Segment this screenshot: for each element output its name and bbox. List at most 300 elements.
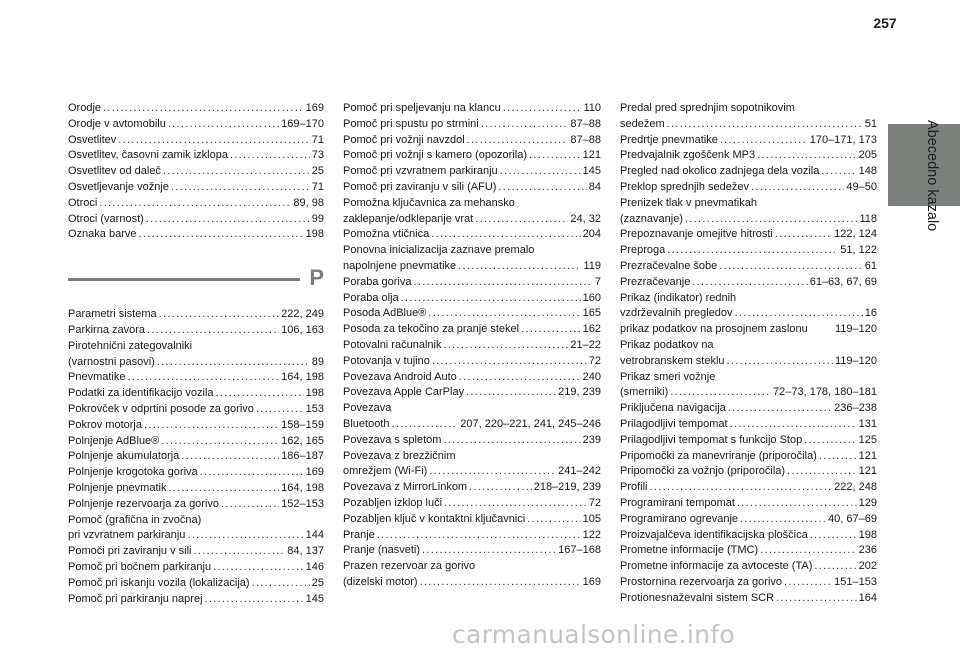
index-entry — [343, 259, 601, 275]
leader-dots — [157, 355, 310, 371]
entry-term: Osvetljevanje vožnje — [68, 180, 169, 193]
leader-dots — [728, 401, 832, 417]
index-entry — [68, 370, 324, 386]
entry-term: Prepoznavanje omejitve hitrosti — [620, 228, 773, 241]
entry-term: Pomoč pri spustu po strmini — [343, 117, 479, 130]
entry-term: (varnostni pasovi) — [68, 355, 155, 368]
entry-term: Polnjenje krogotoka goriva — [68, 466, 198, 479]
index-column-1 — [68, 101, 324, 607]
entry-pages: 202 — [858, 560, 877, 573]
entry-term: Polnjenje akumulatorja — [68, 450, 180, 463]
entry-term: Prilagodljivi tempomat s funkcijo Stop — [620, 433, 803, 446]
entry-term: Pozabljen izklop luči — [343, 496, 443, 509]
leader-dots — [193, 544, 285, 560]
entry-pages: 236 — [858, 544, 877, 557]
entry-term: Pomoč pri vzvratnem parkiranju — [343, 165, 498, 178]
leader-dots — [168, 117, 279, 133]
entry-pages: 160 — [582, 291, 601, 304]
entry-term: Bluetooth — [343, 417, 390, 430]
entry-term: Pomoči pri zaviranju v sili — [68, 545, 192, 558]
leader-dots — [776, 591, 857, 607]
index-entry — [68, 449, 324, 465]
entry-pages: 219, 239 — [558, 386, 601, 399]
index-entry-continued: Prikaz podatkov na — [620, 338, 714, 351]
entry-pages: 84 — [588, 180, 601, 193]
leader-dots — [737, 496, 857, 512]
entry-pages: 87–88 — [570, 117, 601, 130]
entry-pages: 148 — [858, 165, 877, 178]
leader-dots — [670, 385, 771, 401]
index-entry — [343, 480, 601, 496]
leader-dots — [459, 370, 581, 386]
entry-pages: 169 — [305, 102, 324, 114]
entry-term: Predrtje pnevmatike — [620, 133, 718, 146]
entry-pages: 151–153 — [834, 575, 877, 588]
entry-pages: 162 — [582, 323, 601, 336]
leader-dots — [720, 133, 808, 149]
entry-pages: 198 — [305, 228, 324, 241]
leader-dots — [230, 148, 310, 164]
entry-term: Pripomočki za vožnjo (priporočila) — [620, 465, 786, 478]
index-entry — [343, 117, 601, 133]
entry-pages: 218–219, 239 — [533, 481, 601, 494]
entry-pages: 84, 137 — [287, 545, 324, 558]
leader-dots — [500, 164, 581, 180]
index-entry — [68, 481, 324, 497]
index-entry — [620, 512, 877, 528]
leader-dots — [529, 148, 581, 164]
index-entry-continued: Pomoč (grafična in zvočna) — [68, 513, 202, 526]
entry-term: Predvajalnik zgoščenk MP3 — [620, 149, 756, 162]
letter-separator — [68, 265, 324, 295]
entry-term: Otroci (varnost) — [68, 212, 144, 225]
entry-pages: 89 — [311, 355, 324, 368]
index-entry — [620, 227, 877, 243]
leader-dots — [432, 354, 587, 370]
index-entry — [68, 497, 324, 513]
entry-pages: 165 — [582, 307, 601, 320]
entry-pages: 121 — [858, 449, 877, 462]
index-entry — [343, 133, 601, 149]
leader-dots — [469, 480, 532, 496]
index-entry — [68, 323, 324, 339]
leader-dots — [159, 307, 280, 323]
entry-pages: 122 — [582, 528, 601, 541]
leader-dots — [775, 227, 832, 243]
entry-term: Povezava Android Auto — [343, 370, 457, 383]
entry-term: Pozabljen ključ v kontaktni ključavnici — [343, 512, 526, 525]
entry-pages: 89, 98 — [293, 196, 324, 209]
entry-pages: 110 — [583, 102, 601, 114]
entry-pages: 241–242 — [558, 465, 601, 478]
index-entry — [68, 465, 324, 481]
section-tab-label-box — [888, 120, 960, 406]
entry-pages: 236–238 — [834, 402, 877, 415]
entry-term: Povezava s spletom — [343, 433, 442, 446]
index-entry — [68, 196, 324, 212]
leader-dots — [99, 196, 291, 212]
index-entry — [620, 243, 877, 259]
entry-term: Orodje v avtomobilu — [68, 117, 166, 130]
index-entry — [620, 433, 877, 449]
entry-term: Osvetlitev od daleč — [68, 165, 161, 178]
index-entry — [68, 117, 324, 133]
entry-term: Osvetlitev, časovni zamik izklopa — [68, 149, 228, 162]
entry-term: Prostornina rezervoarja za gorivo — [620, 575, 783, 588]
entry-term: Prometne informacije za avtoceste (TA) — [620, 560, 813, 573]
entry-term: pri vzvratnem parkiranju — [68, 529, 186, 542]
index-entry — [343, 148, 601, 164]
index-entry — [343, 512, 601, 528]
entry-term: Pomoč pri parkiranju naprej — [68, 592, 203, 605]
entry-pages: 119–120 — [834, 354, 877, 367]
entry-term: Pregled nad okolico zadnjega dela vozila — [620, 165, 820, 178]
entry-pages: 71 — [311, 133, 324, 146]
index-entry — [620, 401, 877, 417]
leader-dots — [787, 464, 857, 480]
index-entry — [620, 259, 877, 275]
index-entry — [343, 354, 601, 370]
entry-term: Pomoč pri zaviranju v sili (AFU) — [343, 180, 497, 193]
index-entry — [620, 275, 877, 291]
leader-dots — [667, 243, 838, 259]
index-entry — [343, 543, 601, 559]
entry-term: Parametri sistema — [68, 308, 157, 321]
entry-pages: 145 — [582, 165, 601, 178]
leader-dots — [692, 275, 807, 291]
leader-dots — [730, 417, 857, 433]
index-entry — [68, 402, 324, 418]
index-entry — [343, 417, 601, 433]
entry-pages: 25 — [311, 576, 324, 589]
entry-pages: 164, 198 — [281, 481, 324, 494]
index-entry — [620, 543, 877, 559]
index-entry-continued: Prazen rezervoar za gorivo — [343, 560, 476, 573]
entry-term: Programirani tempomat — [620, 496, 735, 509]
index-entry — [343, 212, 601, 228]
entry-term: Preproga — [620, 244, 666, 257]
page-number: 257 — [873, 15, 897, 31]
entry-pages: 144 — [305, 529, 324, 542]
leader-dots — [138, 227, 303, 243]
index-entry — [68, 544, 324, 560]
index-entry-continued: Predal pred sprednjim sopotnikovim — [620, 102, 795, 114]
entry-term: Poraba goriva — [343, 275, 412, 288]
entry-term: vzdrževalnih pregledov — [620, 307, 733, 320]
index-entry — [620, 496, 877, 512]
leader-dots — [144, 418, 279, 434]
entry-term: Polnjenje pnevmatik — [68, 481, 167, 494]
entry-pages: 51 — [864, 117, 877, 130]
index-group-p — [68, 307, 324, 607]
leader-dots — [527, 512, 580, 528]
entry-term: Poraba olja — [343, 291, 399, 304]
entry-term: Pomoč pri bočnem parkiranju — [68, 560, 212, 573]
entry-term: Pokrovček v odprtini posode za gorivo — [68, 402, 254, 415]
index-entry — [343, 101, 601, 117]
entry-term: Osvetlitev — [68, 133, 117, 146]
index-entry — [343, 433, 601, 449]
entry-pages: 21–22 — [570, 338, 601, 351]
index-entry — [343, 180, 601, 196]
entry-pages: 146 — [305, 560, 324, 573]
leader-dots — [103, 101, 304, 117]
leader-dots — [422, 543, 556, 559]
leader-dots — [200, 465, 304, 481]
index-entry-continued: Pomožna ključavnica za mehansko — [343, 196, 515, 209]
entry-pages: 61 — [864, 259, 877, 272]
entry-term: Pomoč pri vožnji s kamero (opozorila) — [343, 149, 528, 162]
entry-pages: 99 — [311, 212, 324, 225]
leader-dots — [804, 433, 856, 449]
leader-dots — [521, 322, 581, 338]
leader-dots — [821, 164, 856, 180]
entry-term: Pomoč pri vožnji navzdol — [343, 133, 465, 146]
entry-pages: 51, 122 — [840, 244, 877, 257]
index-entry — [343, 164, 601, 180]
index-entry — [620, 148, 877, 164]
leader-dots — [719, 259, 863, 275]
index-entry — [68, 164, 324, 180]
entry-pages: 119–120 — [834, 323, 877, 336]
leader-dots — [503, 101, 582, 117]
leader-dots — [252, 576, 310, 592]
entry-pages: 169 — [582, 575, 601, 588]
leader-dots — [216, 386, 304, 402]
index-entry — [343, 275, 601, 291]
entry-term: Posoda AdBlue® — [343, 307, 427, 320]
entry-pages: 205 — [858, 149, 877, 162]
separator-rule — [68, 278, 300, 281]
index-entry — [620, 180, 877, 196]
entry-term: Prometne informacije (TMC) — [620, 544, 759, 557]
entry-pages: 119 — [583, 259, 601, 272]
entry-pages: 167–168 — [558, 544, 601, 557]
leader-dots — [481, 117, 569, 133]
entry-pages: 164 — [858, 591, 877, 604]
leader-dots — [814, 559, 856, 575]
entry-pages: 153 — [305, 402, 324, 415]
entry-pages: 169–170 — [281, 117, 324, 130]
leader-dots — [784, 575, 832, 591]
section-tab-label: Abecedno kazalo — [924, 120, 940, 232]
entry-pages: 162, 165 — [281, 434, 324, 447]
leader-dots — [810, 528, 857, 544]
section-letter: P — [309, 265, 324, 291]
leader-dots — [163, 164, 310, 180]
entry-pages: 40, 67–69 — [828, 512, 877, 525]
leader-dots — [498, 180, 586, 196]
leader-dots — [118, 133, 309, 149]
leader-dots — [735, 306, 863, 322]
entry-term: Otroci — [68, 196, 98, 209]
entry-term: Prezračevanje — [620, 275, 691, 288]
entry-pages: 16 — [864, 307, 877, 320]
entry-pages: 186–187 — [281, 450, 324, 463]
index-entry — [343, 322, 601, 338]
entry-term: Programirano ogrevanje — [620, 512, 739, 525]
entry-term: Polnjenje AdBlue® — [68, 434, 160, 447]
leader-dots — [466, 385, 556, 401]
leader-dots — [127, 370, 279, 386]
leader-dots — [429, 464, 556, 480]
leader-dots — [443, 433, 580, 449]
entry-pages: 131 — [858, 417, 877, 430]
index-entry — [620, 449, 877, 465]
index-entry — [68, 576, 324, 592]
index-entry — [68, 101, 324, 117]
entry-term: Povezava Apple CarPlay — [343, 386, 465, 399]
entry-pages: 169 — [305, 466, 324, 479]
entry-pages: 87–88 — [570, 133, 601, 146]
entry-pages: 170–171, 173 — [809, 133, 877, 146]
index-entry — [343, 338, 601, 354]
index-entry — [68, 307, 324, 323]
index-entry — [343, 370, 601, 386]
entry-pages: 198 — [858, 528, 877, 541]
leader-dots — [205, 592, 304, 608]
index-entry — [620, 306, 877, 322]
entry-term: Profili — [620, 481, 648, 494]
index-entry — [68, 386, 324, 402]
entry-term: sedežem — [620, 117, 665, 130]
entry-term: Pripomočki za manevriranje (priporočila) — [620, 449, 817, 462]
entry-term: Pomoč pri speljevanju na klancu — [343, 102, 501, 114]
index-entry — [68, 592, 324, 608]
entry-pages: 222, 248 — [834, 481, 877, 494]
entry-pages: 72 — [588, 496, 601, 509]
entry-pages: 129 — [858, 496, 877, 509]
entry-pages: 73 — [311, 149, 324, 162]
leader-dots — [414, 275, 593, 291]
index-entry — [620, 591, 877, 607]
leader-dots — [757, 148, 857, 164]
index-entry — [620, 164, 877, 180]
entry-pages: 164, 198 — [281, 371, 324, 384]
leader-dots — [443, 338, 568, 354]
entry-term: Potovanja v tujino — [343, 354, 430, 367]
index-entry — [68, 180, 324, 196]
entry-pages: 121 — [582, 149, 601, 162]
leader-dots — [727, 354, 833, 370]
entry-term: Polnjenje rezervoarja za gorivo — [68, 497, 220, 510]
entry-term: napolnjene pnevmatike — [343, 259, 457, 272]
index-entry — [68, 148, 324, 164]
leader-dots — [667, 117, 863, 133]
entry-term: Pokrov motorja — [68, 418, 142, 431]
leader-dots — [391, 417, 458, 433]
entry-pages: 145 — [305, 592, 324, 605]
index-entry-continued: Prikaz (indikator) rednih — [620, 291, 737, 304]
index-entry — [68, 227, 324, 243]
entry-term: Parkirna zavora — [68, 323, 146, 336]
entry-term: prikaz podatkov na prosojnem zaslonu — [620, 323, 808, 336]
index-entry — [620, 575, 877, 591]
entry-term: omrežjem (Wi-Fi) — [343, 465, 428, 478]
leader-dots — [740, 512, 826, 528]
index-entry — [343, 227, 601, 243]
entry-term: (smerniki) — [620, 386, 669, 399]
entry-term: Preklop sprednjih sedežev — [620, 180, 750, 193]
index-entry — [68, 434, 324, 450]
leader-dots — [428, 306, 580, 322]
index-entry — [68, 212, 324, 228]
entry-pages: 158–159 — [281, 418, 324, 431]
leader-dots — [146, 212, 310, 228]
entry-term: Posoda za tekočino za pranje stekel — [343, 323, 520, 336]
index-entry — [620, 417, 877, 433]
index-entry — [68, 418, 324, 434]
leader-dots — [181, 449, 279, 465]
entry-term: Potovalni računalnik — [343, 338, 442, 351]
entry-pages: 152–153 — [281, 497, 324, 510]
leader-dots — [221, 497, 279, 513]
index-entry-continued: Prikaz smeri vožnje — [620, 370, 716, 383]
leader-dots — [819, 449, 857, 465]
index-entry — [620, 480, 877, 496]
entry-term: Pomoč pri iskanju vozila (lokalizacija) — [68, 576, 250, 589]
index-entry — [343, 291, 601, 307]
entry-term: Pomožna vtičnica — [343, 228, 430, 241]
entry-pages: 49–50 — [846, 180, 877, 193]
entry-term: (zaznavanje) — [620, 212, 683, 225]
entry-pages: 198 — [305, 387, 324, 400]
entry-pages: 24, 32 — [570, 212, 601, 225]
entry-pages: 239 — [582, 433, 601, 446]
entry-term: Orodje — [68, 102, 102, 114]
leader-dots — [475, 212, 568, 228]
entry-term: Prezračevalne šobe — [620, 259, 718, 272]
entry-pages: 204 — [582, 228, 601, 241]
leader-dots — [420, 575, 581, 591]
entry-term: Podatki za identifikacijo vozila — [68, 387, 214, 400]
index-entry — [343, 385, 601, 401]
leader-dots — [431, 227, 580, 243]
entry-pages: 240 — [582, 370, 601, 383]
index-entry — [343, 528, 601, 544]
leader-dots — [168, 481, 279, 497]
entry-term: Pnevmatike — [68, 371, 126, 384]
leader-dots — [444, 496, 587, 512]
index-entry — [620, 354, 877, 370]
leader-dots — [650, 480, 833, 496]
watermark: carmanualsonline.info — [452, 620, 735, 649]
entry-term: vetrobranskem steklu — [620, 354, 725, 367]
index-entry — [68, 133, 324, 149]
leader-dots — [401, 291, 581, 307]
entry-term: Oznaka barve — [68, 228, 137, 241]
entry-pages: 71 — [311, 180, 324, 193]
index-entry-continued: Ponovna inicializacija zaznave premalo — [343, 244, 535, 257]
index-entry — [620, 528, 877, 544]
entry-pages: 25 — [311, 165, 324, 178]
index-entry-continued: Povezava z brezžičnim — [343, 449, 456, 462]
index-entry — [620, 464, 877, 480]
entry-pages: 207, 220–221, 241, 245–246 — [460, 417, 601, 430]
index-entry — [343, 306, 601, 322]
entry-term: Proizvajalčeva identifikacijska ploščica — [620, 528, 808, 541]
leader-dots — [213, 560, 304, 576]
index-entry — [620, 559, 877, 575]
leader-dots — [751, 180, 844, 196]
leader-dots — [187, 528, 303, 544]
entry-pages: 125 — [858, 433, 877, 446]
index-entry — [343, 464, 601, 480]
entry-pages: 105 — [582, 512, 601, 525]
index-entry — [620, 117, 877, 133]
index-entry — [343, 575, 601, 591]
index-entry — [620, 322, 877, 338]
